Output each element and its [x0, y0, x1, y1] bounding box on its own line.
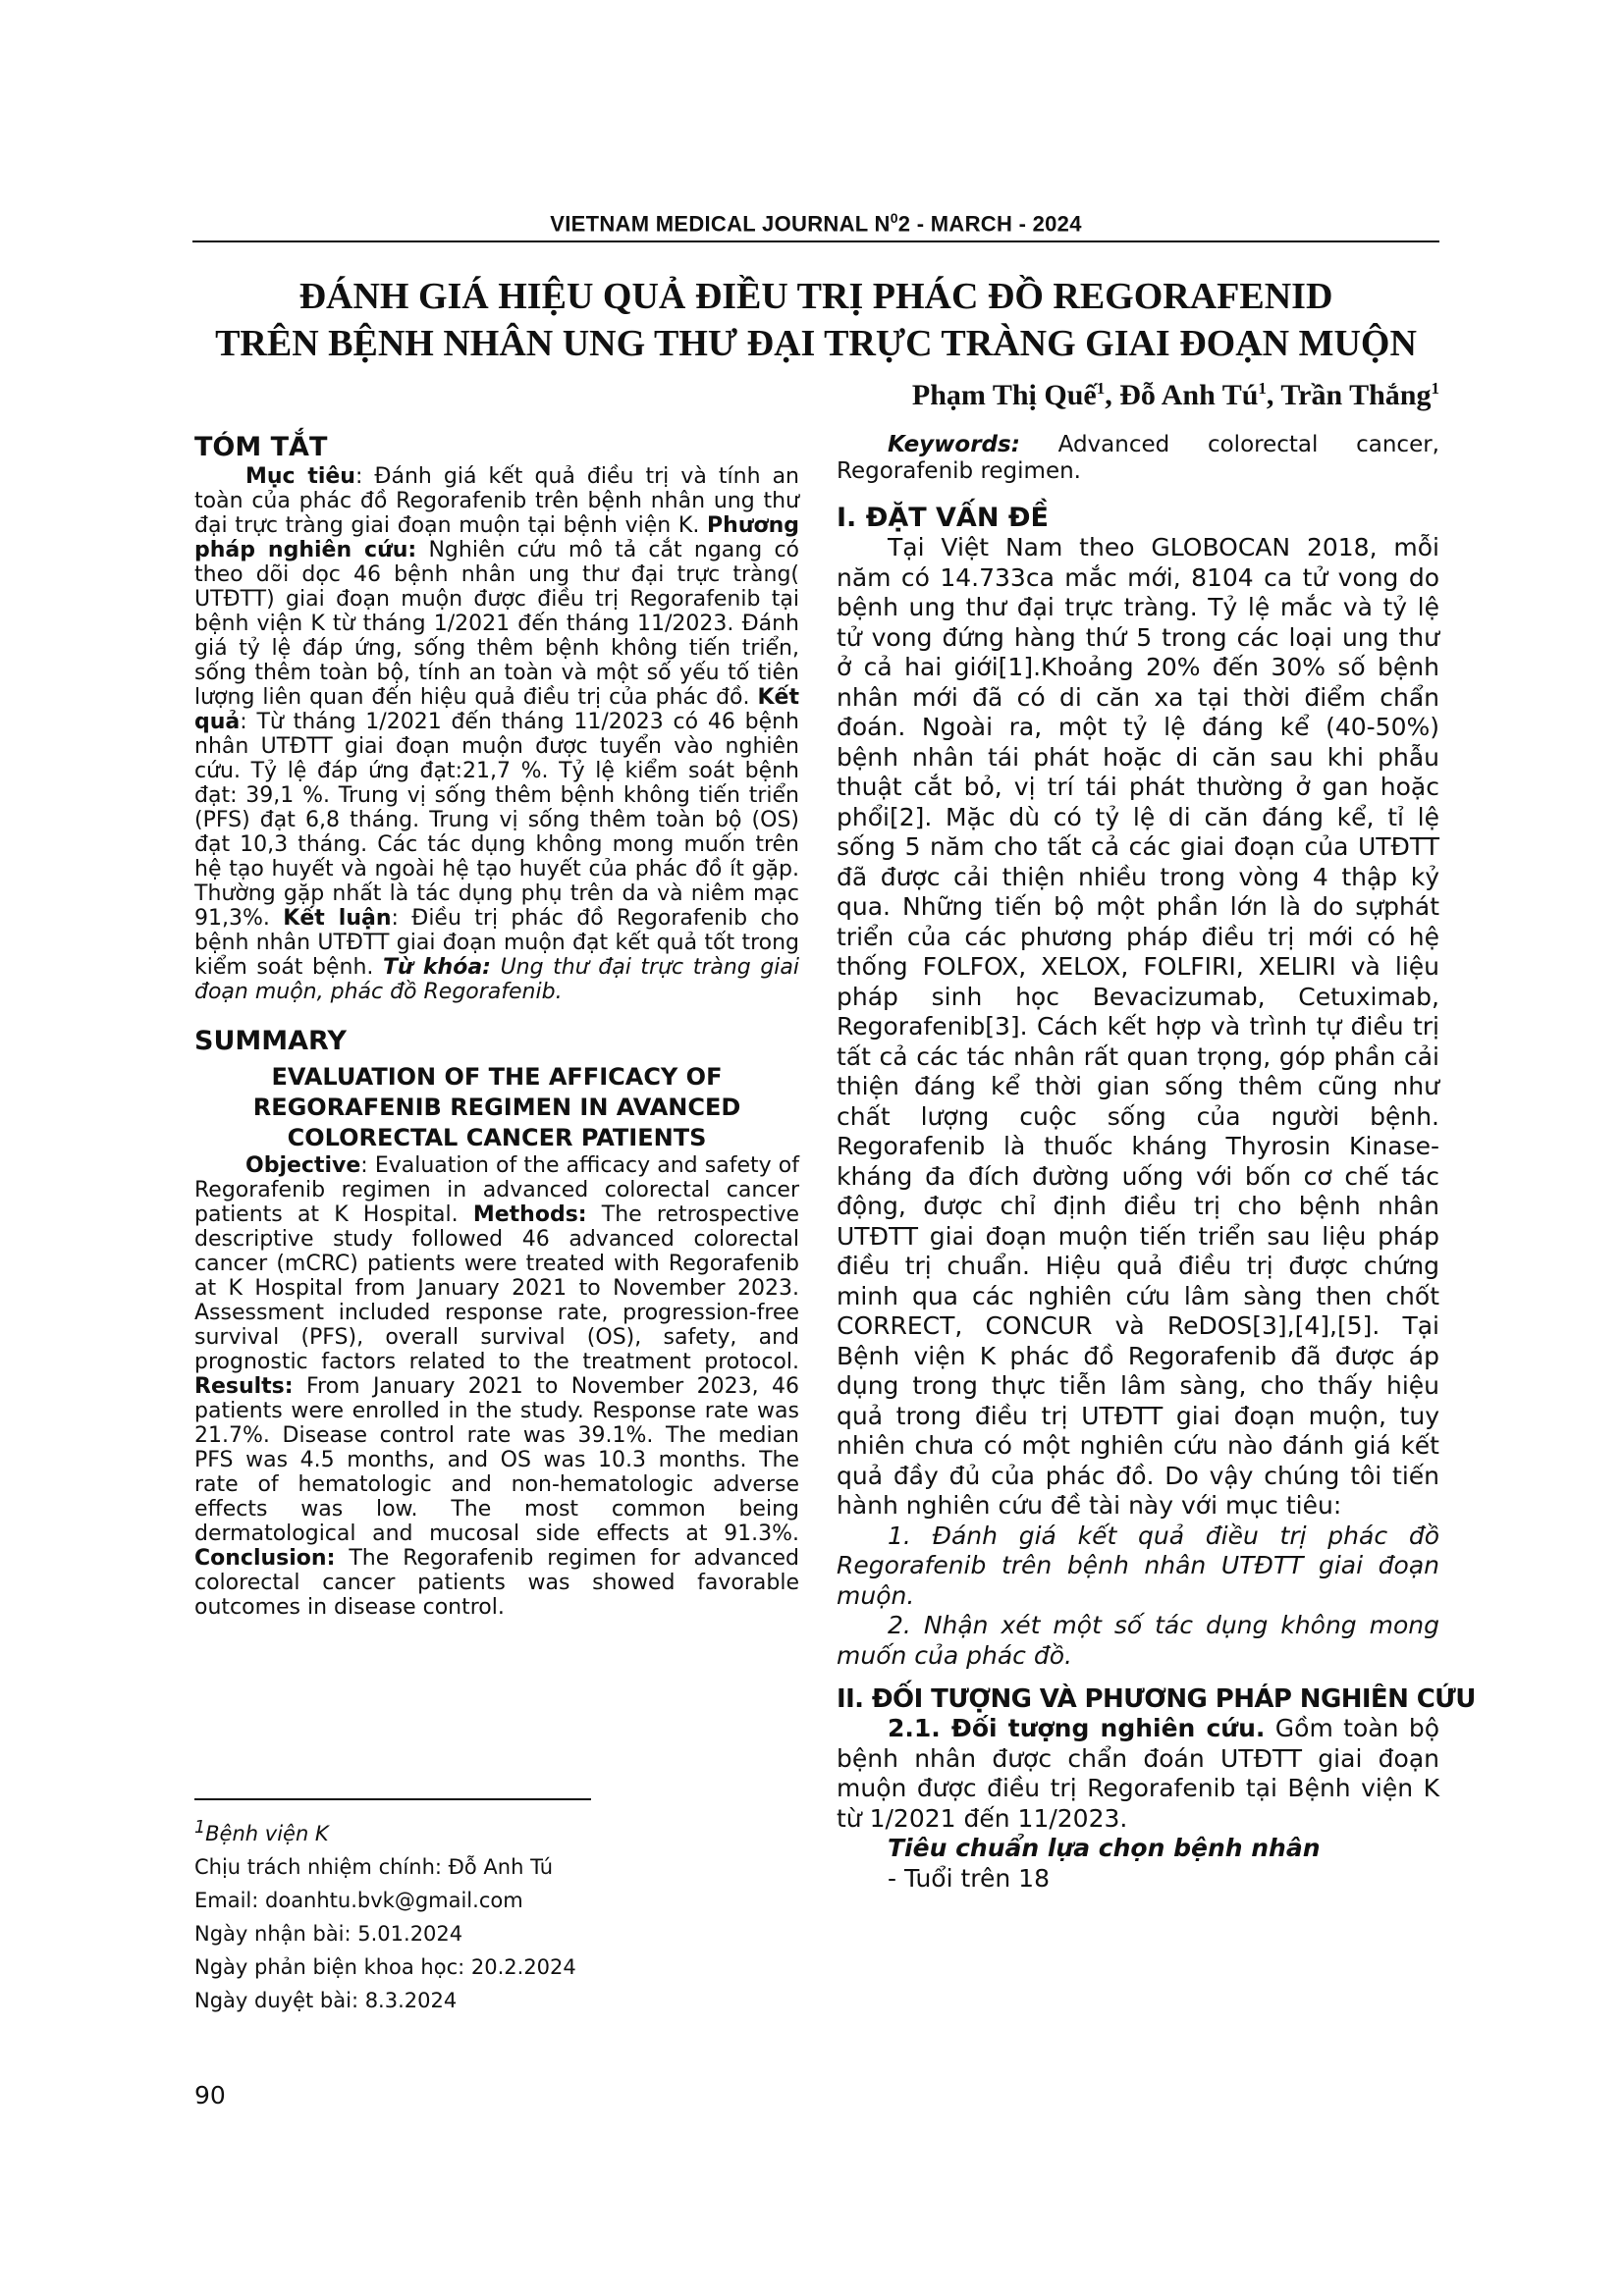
objective-1: 1. Đánh giá kết quả điều trị phác đồ Regorafenib trên bệnh nhân UTĐTT giai đoạn muộn. [837, 1521, 1439, 1610]
abstract-vi [194, 464, 799, 1004]
issue-superscript: 0 [890, 210, 898, 226]
section2-heading: II. ĐỐI TƯỢNG VÀ PHƯƠNG PHÁP NGHIÊN CỨU [837, 1684, 1476, 1714]
criteria-item-1: - Tuổi trên 18 [888, 1863, 1050, 1893]
criteria-heading: Tiêu chuẩn lựa chọn bệnh nhân [888, 1834, 1321, 1862]
footnote-affiliation: $^1$Bệnh viện K [194, 1818, 329, 1845]
section1-heading: I. ĐẶT VẤN ĐỀ [837, 503, 1049, 533]
summary-heading: SUMMARY [194, 1026, 347, 1056]
objective-2: 2. Nhận xét một số tác dụng không mong muốn của phác đồ. [837, 1611, 1439, 1670]
author-list: Phạm Thị Quế$^1$, Đỗ Anh $Tú^1$, Trần Thắng$^1$ [911, 379, 1439, 411]
summary-body [194, 1153, 799, 1620]
title-line-1: ĐÁNH GIÁ HIỆU QUẢ ĐIỀU TRỊ PHÁC ĐỒ REGORAFENID [298, 276, 1333, 317]
footnote-received: Ngày nhận bài: 5.01.2024 [194, 1922, 463, 1946]
footnotes [194, 1811, 799, 2017]
summary-paragraph: Objective: Evaluation of the afficacy and safety of Regorafenib regimen in advanced colorectal cancer patients at K Hospital. Methods: The retrospective descriptive study followed 46 advanced colorectal cancer (mCRC) patients were treated with Regorafenib at K Hospital from January 2021 to November 2023. Assessment included response rate, progression-free survival (PFS), overall survival (OS), safety, and prognostic factors related to the treatment protocol. Results: From January 2021 to November 2023, 46 patients were enrolled in the study. Response rate was 21.7%. Disease control rate was 39.1%. The median PFS was 4.5 months, and OS was 10.3 months. The rate of hematologic and non-hematologic adverse effects was low. The most common being dermatological and mucosal side effects at 91.3%. Conclusion: The Regorafenib regimen for advanced colorectal cancer patients was showed favorable outcomes in disease control. [194, 1153, 799, 1620]
section2-body [837, 1714, 1439, 1894]
section1-body [837, 533, 1439, 1671]
section1-paragraph: Tại Việt Nam theo GLOBOCAN 2018, mỗi năm có 14.733ca mắc mới, 8104 ca tử vong do bệnh ung thư đại trực tràng. Tỷ lệ mắc và tỷ lệ tử vong đứng hàng thứ 5 trong các loại ung thư ở cả hai giới[1].Khoảng 20% đến 30% số bệnh nhân mới đã có di căn xa tại thời điểm chẩn đoán. Ngoài ra, một tỷ lệ đáng kể (40-50%) bệnh nhân tái phát hoặc di căn sau khi phẫu thuật cắt bỏ, vị trí tái phát thường ở gan hoặc phổi[2]. Mặc dù có tỷ lệ di căn đáng kể, tỉ lệ sống 5 năm cho tất cả các giai đoạn của UTĐTT đã được cải thiện nhiều trong vòng 4 thập kỷ qua. Những tiến bộ một phần lớn là do sựphát triển của các phương pháp điều trị mới có hệ thống FOLFOX, XELOX, FOLFIRI, XELIRI và liệu pháp sinh học Bevacizumab, Cetuximab, Regorafenib[3]. Cách kết hợp và trình tự điều trị tất cả các tác nhân rất quan trọng, góp phần cải thiện đáng kể thời gian sống thêm cũng như chất lượng cuộc sống của người bệnh. Regorafenib là thuốc kháng Thyrosin Kinase- kháng đa đích đường uống với bốn cơ chế tác động, được chỉ định điều trị cho bệnh nhân UTĐTT giai đoạn muộn tiến triển sau liệu pháp điều trị chuẩn. Hiệu quả điều trị được chứng minh qua các nghiên cứu lâm sàng then chốt CORRECT, CONCUR và ReDOS[3],[4],[5]. Tại Bệnh viện K phác đồ Regorafenib đã được áp dụng trong thực tiễn lâm sàng, cho thấy hiệu quả trong điều trị UTĐTT giai đoạn muộn, tuy nhiên chưa có một nghiên cứu nào đánh giá kết quả đầy đủ của phác đồ. Do vậy chúng tôi tiến hành nghiên cứu đề tài này với mục tiêu: [837, 533, 1439, 1520]
left-column [194, 432, 799, 1620]
footnote-accepted: Ngày duyệt bài: 8.3.2024 [194, 1989, 458, 2012]
author-1: Phạm Thị Quế [911, 379, 1097, 411]
keywords-en: Keywords: Advanced colorectal cancer, Regorafenib regimen. [837, 432, 1439, 484]
article-title [192, 273, 1439, 367]
footnote-reviewed: Ngày phản biện khoa học: 20.2.2024 [194, 1955, 576, 1979]
keywords-en-label: Keywords: [888, 432, 1020, 457]
summary-title: EVALUATION OF THE AFFICACY OF REGORAFENIB REGIMEN IN AVANCED COLORECTAL CANCER PATIENTS [252, 1063, 741, 1151]
author-2: Đỗ Anh Tú [1119, 379, 1259, 411]
title-line-2: TRÊN BỆNH NHÂN UNG THƯ ĐẠI TRỰC TRÀNG GIAI ĐOẠN MUỘN [215, 323, 1417, 364]
footnote-corresponding: Chịu trách nhiệm chính: Đỗ Anh Tú [194, 1855, 554, 1879]
abstract-vi-paragraph: Mục tiêu: Đánh giá kết quả điều trị và tính an toàn của phác đồ Regorafenib trên bệnh nhân ung thư đại trực tràng giai đoạn muộn tại bệnh viện K. Phương pháp nghiên cứu: Nghiên cứu mô tả cắt ngang có theo dõi dọc 46 bệnh nhân ung thư đại trực tràng( UTĐTT) giai đoạn muộn được điều trị Regorafenib tại bệnh viện K từ tháng 1/2021 đến tháng 11/2023. Đánh giá tỷ lệ đáp ứng, sống thêm bệnh không tiến triển, sống thêm toàn bộ, tính an toàn và một số yếu tố tiên lượng liên quan đến hiệu quả điều trị của phác đồ. Kết quả: Từ tháng 1/2021 đến tháng 11/2023 có 46 bệnh nhân UTĐTT giai đoạn muộn được tuyển vào nghiên cứu. Tỷ lệ đáp ứng đạt:21,7 %. Tỷ lệ kiểm soát bệnh đạt: 39,1 %. Trung vị sống thêm bệnh không tiến triển (PFS) đạt 6,8 tháng. Trung vị sống thêm toàn bộ (OS) đạt 10,3 tháng. Các tác dụng không mong muốn trên hệ tạo huyết và ngoài hệ tạo huyết của phác đồ ít gặp. Thường gặp nhất là tác dụng phụ trên da và niêm mạc 91,3%. Kết luận: Điều trị phác đồ Regorafenib cho bệnh nhân UTĐTT giai đoạn muộn đạt kết quả tốt trong kiểm soát bệnh. Từ khóa: Ung thư đại trực tràng giai đoạn muộn, phác đồ Regorafenib. [194, 464, 800, 1004]
page-number: 90 [194, 2081, 226, 2109]
header-rule [192, 240, 1439, 242]
section2-1-paragraph: 2.1. Đối tượng nghiên cứu. Gồm toàn bộ bệnh nhân được chẩn đoán UTĐTT giai đoạn muộn được điều trị Regorafenib tại Bệnh viện K từ 1/2021 đến 11/2023. [837, 1714, 1439, 1833]
right-column [837, 432, 1476, 1894]
author-3: Trần Thắng [1280, 379, 1432, 411]
running-header: VIETNAM MEDICAL JOURNAL $N^02$ - MARCH - 2024 [550, 210, 1082, 237]
abstract-vi-heading: TÓM TẮT [194, 432, 328, 462]
footnote-email: Email: doanhtu.bvk@gmail.com [194, 1889, 523, 1912]
footnote-rule [194, 1798, 591, 1800]
